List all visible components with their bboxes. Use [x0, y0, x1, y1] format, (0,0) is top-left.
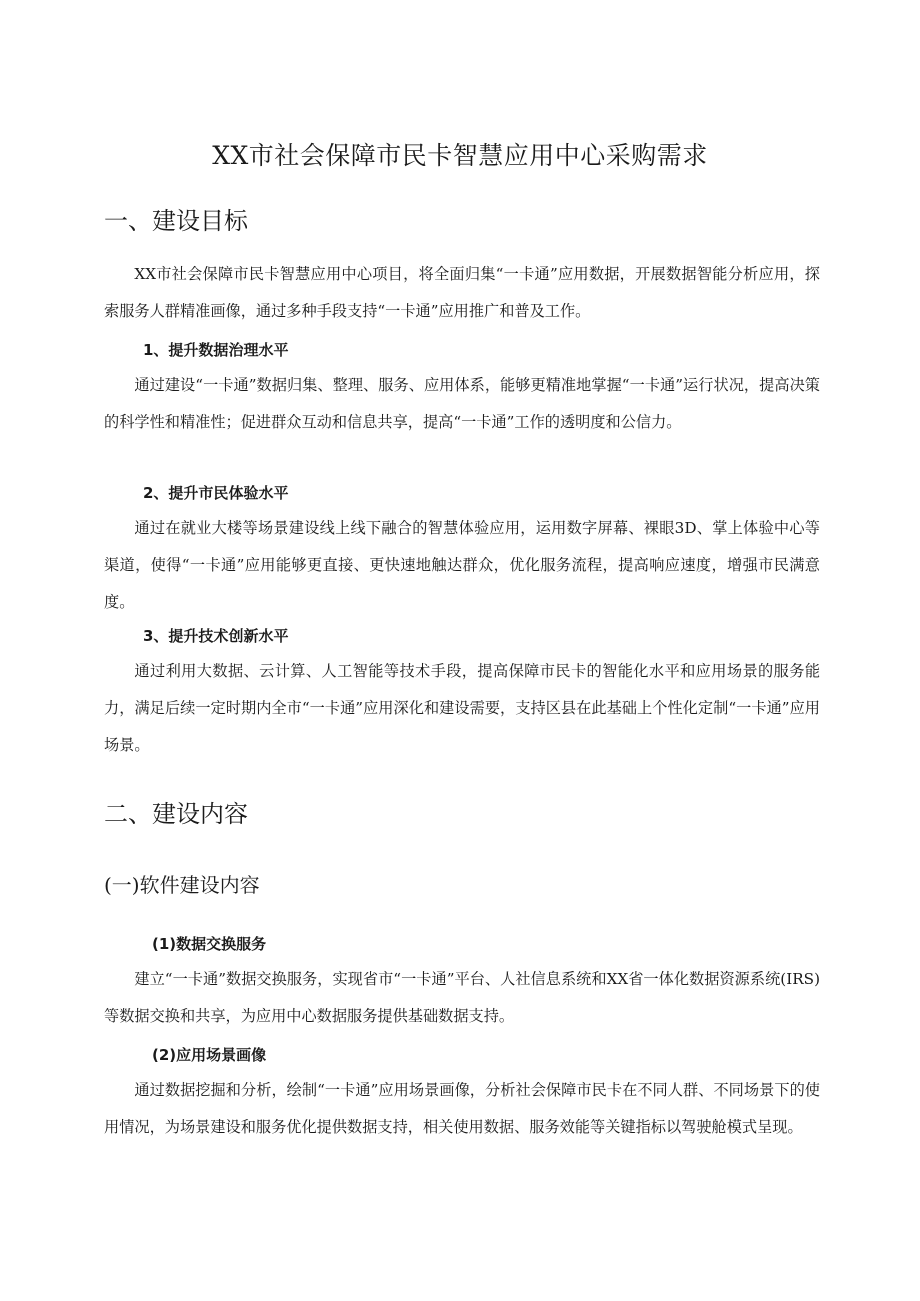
- item-heading-scene-portrait: (2)应用场景画像: [152, 1046, 267, 1064]
- goal-paragraph-tech-innovation: 通过利用大数据、云计算、人工智能等技术手段，提高保障市民卡的智能化水平和应用场景的服务能力，满足后续一定时期内全市“一卡通”应用深化和建设需要，支持区县在此基础上个性化定制“一卡通”应用场景。: [104, 662, 820, 754]
- item-heading-data-exchange: (1)数据交换服务: [152, 935, 267, 953]
- goal-heading-data-governance: 1、提升数据治理水平: [143, 341, 289, 359]
- goal-heading-citizen-experience: 2、提升市民体验水平: [143, 484, 289, 502]
- subsection-heading-software: (一)软件建设内容: [104, 873, 260, 897]
- item-paragraph-scene-portrait: 通过数据挖掘和分析，绘制“一卡通”应用场景画像，分析社会保障市民卡在不同人群、不同场景下的使用情况，为场景建设和服务优化提供数据支持，相关使用数据、服务效能等关键指标以驾驶舱模式呈现。: [104, 1081, 820, 1136]
- item-paragraph-data-exchange: 建立“一卡通”数据交换服务，实现省市“一卡通”平台、人社信息系统和XX省一体化数据资源系统(IRS)等数据交换和共享，为应用中心数据服务提供基础数据支持。: [104, 970, 820, 1025]
- goals-intro-paragraph: XX市社会保障市民卡智慧应用中心项目，将全面归集“一卡通”应用数据，开展数据智能分析应用，探索服务人群精准画像，通过多种手段支持“一卡通”应用推广和普及工作。: [104, 265, 820, 320]
- section-heading-goals: 一、建设目标: [104, 207, 248, 235]
- document-title: XX市社会保障市民卡智慧应用中心采购需求: [212, 141, 708, 170]
- section-heading-content: 二、建设内容: [104, 800, 248, 828]
- goal-paragraph-citizen-experience: 通过在就业大楼等场景建设线上线下融合的智慧体验应用，运用数字屏幕、裸眼3D、掌上体验中心等渠道，使得“一卡通”应用能够更直接、更快速地触达群众，优化服务流程，提高响应速度，增强市民满意度。: [104, 519, 820, 611]
- goal-paragraph-data-governance: 通过建设“一卡通”数据归集、整理、服务、应用体系，能够更精准地掌握“一卡通”运行状况，提高决策的科学性和精准性；促进群众互动和信息共享，提高“一卡通”工作的透明度和公信力。: [104, 376, 820, 431]
- goal-heading-tech-innovation: 3、提升技术创新水平: [143, 627, 289, 645]
